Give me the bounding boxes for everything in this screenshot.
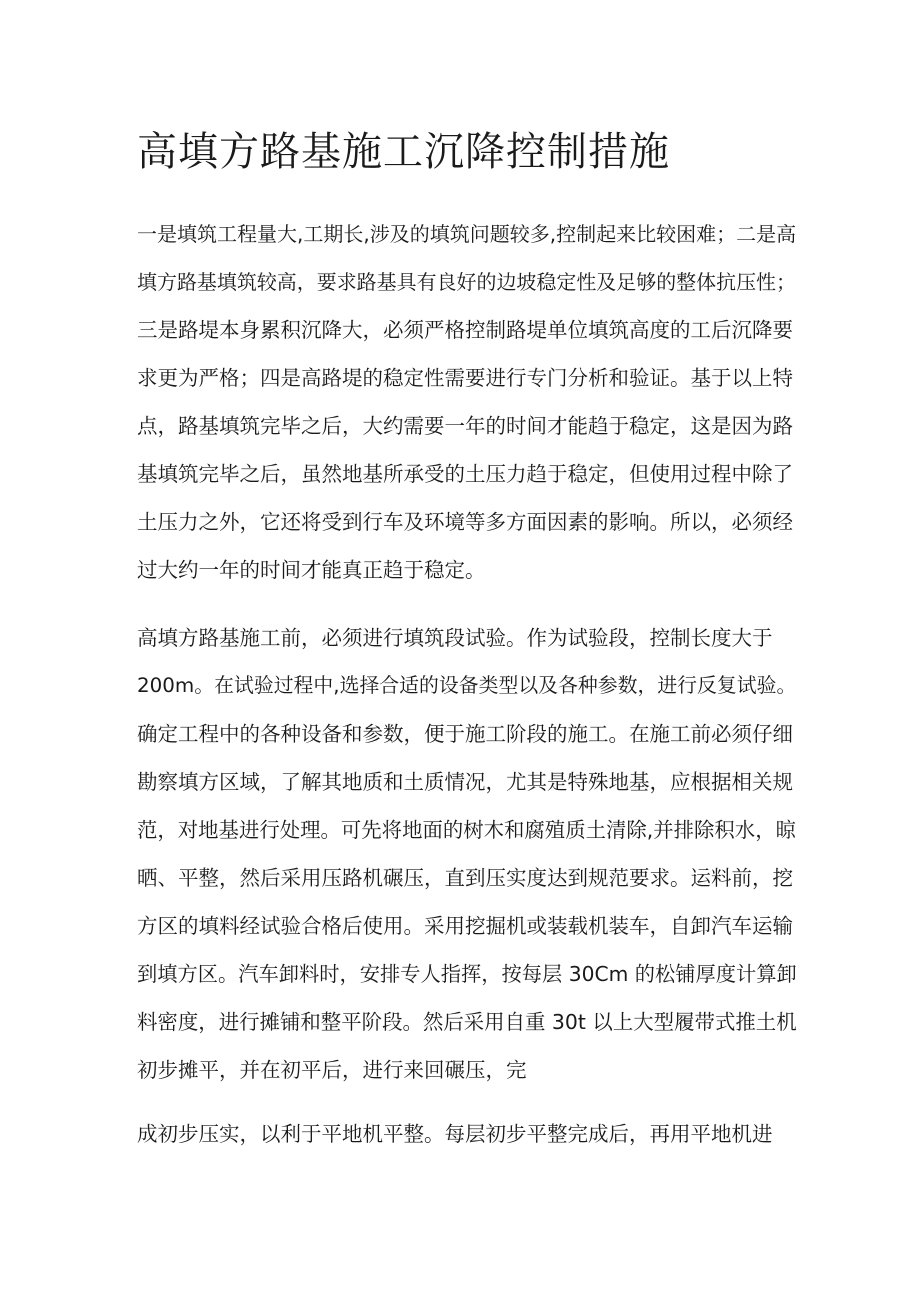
text-line: 初步摊平，并在初平后，进行来回碾压，完	[137, 1058, 527, 1082]
paragraph-2	[137, 614, 797, 1094]
paragraph-3	[137, 1110, 797, 1158]
text-line: 确定工程中的各种设备和参数，便于施工阶段的施工。在施工前必须仔细	[137, 722, 793, 746]
text-line: 一是填筑工程量大,工期长,涉及的填筑问题较多,控制起来比较困难；二是高	[137, 222, 797, 246]
text-line: 料密度，进行摊铺和整平阶段。然后采用自重 30t 以上大型履带式推土机	[137, 1010, 797, 1034]
text-line: 点，路基填筑完毕之后，大约需要一年的时间才能趋于稳定，这是因为路	[137, 414, 793, 438]
text-line: 到填方区。汽车卸料时，安排专人指挥，按每层 30Cm 的松铺厚度计算卸	[137, 962, 797, 986]
text-line: 勘察填方区域，了解其地质和土质情况，尤其是特殊地基，应根据相关规	[137, 770, 793, 794]
paragraph-1	[137, 210, 797, 594]
text-line: 填方路基填筑较高，要求路基具有良好的边坡稳定性及足够的整体抗压性；	[137, 270, 796, 294]
text-line: 成初步压实，以利于平地机平整。每层初步平整完成后，再用平地机进	[137, 1122, 773, 1146]
text-line: 高填方路基施工前，必须进行填筑段试验。作为试验段，控制长度大于	[137, 626, 773, 650]
text-line: 范，对地基进行处理。可先将地面的树木和腐殖质土清除,并排除积水，晾	[137, 818, 796, 842]
text-line: 方区的填料经试验合格后使用。采用挖掘机或装载机装车，自卸汽车运输	[137, 914, 793, 938]
text-line: 求更为严格；四是高路堤的稳定性需要进行专门分析和验证。基于以上特	[137, 366, 793, 390]
text-line: 三是路堤本身累积沉降大，必须严格控制路堤单位填筑高度的工后沉降要	[137, 318, 793, 342]
text-line: 晒、平整，然后采用压路机碾压，直到压实度达到规范要求。运料前，挖	[137, 866, 793, 890]
text-line: 200m。在试验过程中,选择合适的设备类型以及各种参数，进行反复试验。	[137, 674, 797, 697]
text-line: 过大约一年的时间才能真正趋于稳定。	[137, 558, 486, 582]
text-line: 土压力之外，它还将受到行车及环境等多方面因素的影响。所以，必须经	[137, 510, 793, 534]
document-title: 高填方路基施工沉降控制措施	[137, 129, 670, 175]
text-line: 基填筑完毕之后，虽然地基所承受的土压力趋于稳定，但使用过程中除了	[137, 462, 793, 486]
